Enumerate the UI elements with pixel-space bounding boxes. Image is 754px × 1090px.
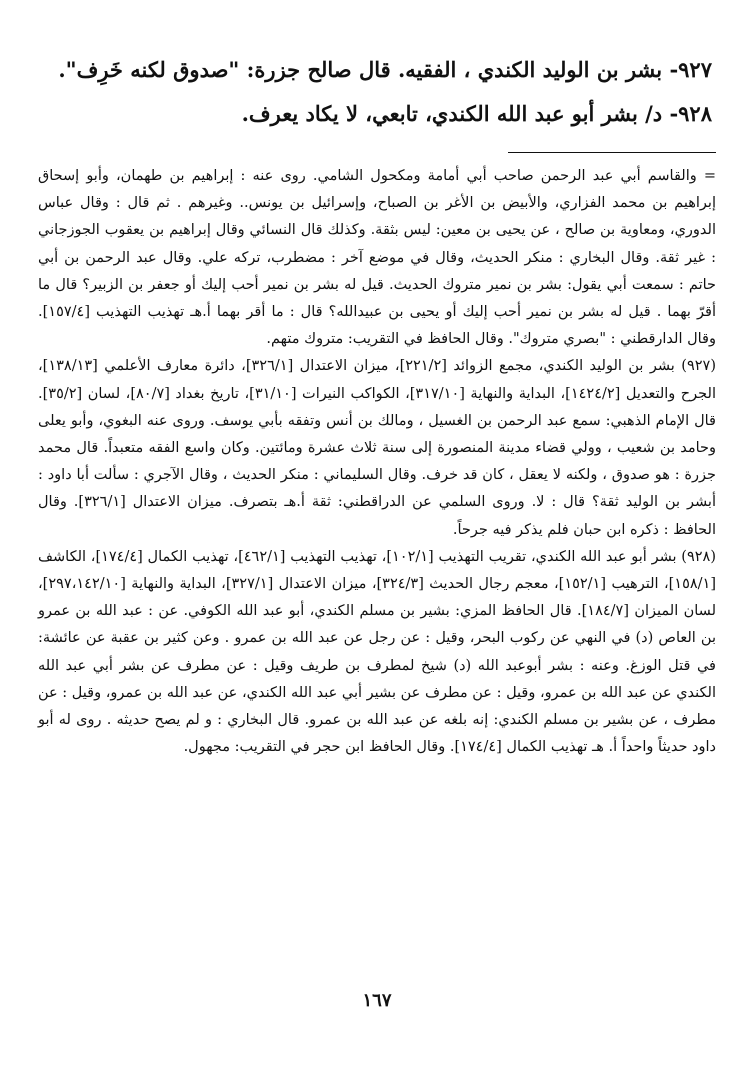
footnote-928: (٩٢٨) بشر أبو عبد الله الكندي، تقريب التهذيب [١٠٢/١]، تهذيب التهذيب [٤٦٢/١]، تهذيب الكمال [١٧٤/٤]، الكاشف [١٥٨/١]، الترهيب [١٥٢/١]، معجم رجال الحديث [٣٢٤/٣]، ميزان الاعتدال [٣٢٧/١]، البداية والنهاية [٢٩٧،١٤٢/١٠]، لسان الميزان [١٨٤/٧]. قال الحافظ المزي: بشير بن مسلم الكندي، أبو عبد الله الكوفي. عن : عبد الله بن عمرو بن العاص (د) في النهي عن ركوب البحر، وقيل : عن رجل عن عبد الله بن عمرو . وعن كثير بن عقبة عن عائشة: في قتل الوزغ. وعنه : بشر أبوعبد الله (د) شيخ لمطرف بن طريف وقيل : عن مطرف عن بشر أبي عبد الله الكندي عن عبد الله بن عمرو، وقيل : عن مطرف عن بشير أبي عبد الله الكندي، عن عبد الله بن عمرو، وقيل : عن مطرف ، عن بشير بن مسلم الكندي: إنه بلغه عن عبد الله بن عمرو. قال البخاري : و لم يصح حديثه . روى له أبو داود حديثاً واحداً أ. هـ تهذيب الكمال [١٧٤/٤]. وقال الحافظ ابن حجر في التقريب: مجهول. xyxy=(38,548,717,756)
footnote-927: (٩٢٧) بشر بن الوليد الكندي، مجمع الزوائد [٢٢١/٢]، ميزان الاعتدال [٣٢٦/١]، دائرة معارف الأعلمي [١٣٨/١٣]، الجرح والتعديل [١٤٢٤/٢]، البداية والنهاية [٣١٧/١٠]، الكواكب النيرات [٣١/١٠]، تاريخ بغداد [٨٠/٧]، لسان [٣٥/٢]. قال الإمام الذهبي: سمع عبد الرحمن بن الغسيل ، ومالك بن أنس وتفقه بأبي يوسف. وروى عنه البغوي، وأبو يعلى وحامد بن شعيب ، وولي قضاء مدينة المنصورة إلى سنة ثلاث عشرة ومائتين. وكان واسع الفقه متعبداً. قال محمد جزرة : هو صدوق ، ولكنه لا يعقل ، كان قد خرف. وقال السليماني : منكر الحديث ، وقال الآجري : سألت أبا داود : أبشر بن الوليد ثقة؟ قال : لا. وروى السلمي عن الدراقطني: ثقة أ.هـ بتصرف. ميزان الاعتدال [٣٢٦/١]. وقال الحافظ : ذكره ابن حبان فلم يذكر فيه جرحاً. xyxy=(38,358,716,538)
entry-927: ٩٢٧- بشر بن الوليد الكندي ، الفقيه. قال صالح جزرة: "صدوق لكنه خَرِف". xyxy=(58,57,712,82)
footnote-continuation: = والقاسم أبي عبد الرحمن صاحب أبي أمامة ومكحول الشامي. روى عنه : إبراهيم بن طهمان، وأبو إسحاق إبراهيم بن محمد الفزاري، والأبيض بن الأغر بن الصباح، وإسرائيل بن يونس.. وغيرهم . ثم قال : وقال عباس الدوري، ومعاوية بن صالح ، عن يحيى بن معين: ليس بثقة. وكذلك قال النسائي وقال إبراهيم بن يعقوب الجوزجاني : غير ثقة. وقال البخاري : منكر الحديث، وقال في موضع آخر : مضطرب، تركه علي. وقال عبد الرحمن بن أبي حاتم : سمعت أبي يقول: بشر بن نمير متروك الحديث. قيل له بشر بن نمير أحب إليك أو جعفر بن الزبير؟ قال ما أقرّ بهما . قيل له بشر بن نمير أحب إليك أو يحيى بن عبيدالله؟ قال : ما أقر بهما أ.هـ تهذيب التهذيب [١٥٧/٤]. وقال الدارقطني : "بصري متروك". وقال الحافظ في التقريب: متروك متهم. xyxy=(38,168,716,348)
footnote-separator xyxy=(508,152,716,153)
entry-928: ٩٢٨- د/ بشر أبو عبد الله الكندي، تابعي، لا يكاد يعرف. xyxy=(241,101,712,126)
page-number: ١٦٧ xyxy=(362,990,392,1011)
footnotes xyxy=(38,163,716,761)
main-entries xyxy=(38,48,716,136)
